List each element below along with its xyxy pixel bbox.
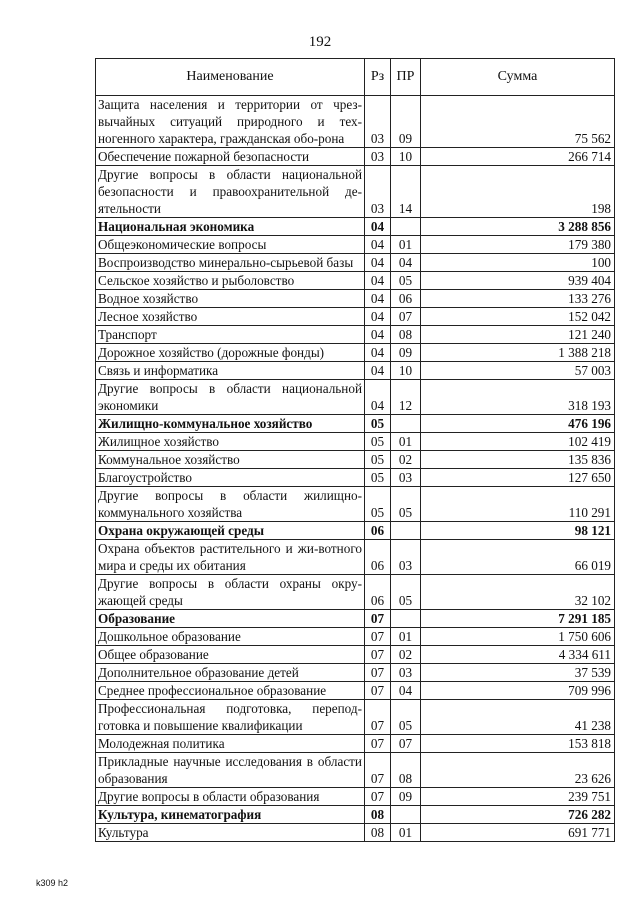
row-pr: 03 (391, 664, 421, 682)
row-pr: 09 (391, 96, 421, 148)
table-row (96, 326, 615, 344)
row-pr: 01 (391, 433, 421, 451)
table-row (96, 646, 615, 664)
table-row (96, 290, 615, 308)
row-name: Жилищно-коммунальное хозяйство (96, 415, 365, 433)
row-rz: 07 (365, 788, 391, 806)
row-pr: 10 (391, 148, 421, 166)
row-sum: 152 042 (421, 308, 615, 326)
row-name: Жилищное хозяйство (96, 433, 365, 451)
row-pr: 05 (391, 487, 421, 522)
row-pr: 02 (391, 646, 421, 664)
row-name: Благоустройство (96, 469, 365, 487)
row-name: Профессиональная подготовка, перепод-готовка и повышение квалификации (96, 700, 365, 735)
row-sum: 121 240 (421, 326, 615, 344)
row-name: Воспроизводство минерально-сырьевой базы (96, 254, 365, 272)
table-row (96, 540, 615, 575)
row-sum: 266 714 (421, 148, 615, 166)
table-row (96, 788, 615, 806)
row-name: Общее образование (96, 646, 365, 664)
row-pr: 06 (391, 290, 421, 308)
row-rz: 04 (365, 272, 391, 290)
row-sum: 939 404 (421, 272, 615, 290)
budget-table (95, 58, 615, 842)
row-sum: 37 539 (421, 664, 615, 682)
row-sum: 153 818 (421, 735, 615, 753)
row-pr (391, 218, 421, 236)
table-row (96, 380, 615, 415)
row-sum: 691 771 (421, 824, 615, 842)
row-name: Образование (96, 610, 365, 628)
row-pr: 08 (391, 753, 421, 788)
row-name: Среднее профессиональное образование (96, 682, 365, 700)
table-row (96, 308, 615, 326)
row-rz: 07 (365, 735, 391, 753)
row-name: Дорожное хозяйство (дорожные фонды) (96, 344, 365, 362)
row-name: Другие вопросы в области национальной безопасности и правоохранительной де-ятельности (96, 166, 365, 218)
row-rz: 04 (365, 308, 391, 326)
column-header-sum: Сумма (421, 59, 615, 96)
row-pr: 08 (391, 326, 421, 344)
row-pr: 05 (391, 575, 421, 610)
row-pr: 09 (391, 788, 421, 806)
row-rz: 06 (365, 575, 391, 610)
table-row (96, 166, 615, 218)
row-sum: 32 102 (421, 575, 615, 610)
page-number: 192 (308, 34, 332, 50)
table-row (96, 344, 615, 362)
row-pr: 04 (391, 254, 421, 272)
row-name: Связь и информатика (96, 362, 365, 380)
row-rz: 07 (365, 646, 391, 664)
row-rz: 03 (365, 96, 391, 148)
table-row (96, 96, 615, 148)
row-sum: 133 276 (421, 290, 615, 308)
row-pr (391, 522, 421, 540)
row-name: Другие вопросы в области национальной экономики (96, 380, 365, 415)
row-rz: 04 (365, 380, 391, 415)
table-row (96, 272, 615, 290)
row-pr: 01 (391, 236, 421, 254)
row-pr: 03 (391, 540, 421, 575)
row-sum: 66 019 (421, 540, 615, 575)
row-rz: 04 (365, 362, 391, 380)
row-sum: 4 334 611 (421, 646, 615, 664)
row-sum: 75 562 (421, 96, 615, 148)
row-sum: 110 291 (421, 487, 615, 522)
row-rz: 08 (365, 806, 391, 824)
row-rz: 05 (365, 433, 391, 451)
table-row (96, 664, 615, 682)
row-sum: 198 (421, 166, 615, 218)
row-sum: 127 650 (421, 469, 615, 487)
row-pr: 03 (391, 469, 421, 487)
row-name: Другие вопросы в области образования (96, 788, 365, 806)
row-sum: 476 196 (421, 415, 615, 433)
table-row (96, 806, 615, 824)
row-sum: 23 626 (421, 753, 615, 788)
row-name: Обеспечение пожарной безопасности (96, 148, 365, 166)
row-name: Другие вопросы в области охраны окру-жающей среды (96, 575, 365, 610)
row-rz: 07 (365, 682, 391, 700)
row-name: Охрана объектов растительного и жи-вотного мира и среды их обитания (96, 540, 365, 575)
row-sum: 179 380 (421, 236, 615, 254)
row-name: Культура, кинематография (96, 806, 365, 824)
row-rz: 07 (365, 610, 391, 628)
row-rz: 03 (365, 148, 391, 166)
row-rz: 08 (365, 824, 391, 842)
table-row (96, 218, 615, 236)
row-sum: 1 750 606 (421, 628, 615, 646)
row-rz: 04 (365, 218, 391, 236)
row-pr (391, 610, 421, 628)
row-pr (391, 806, 421, 824)
row-rz: 05 (365, 487, 391, 522)
row-sum: 1 388 218 (421, 344, 615, 362)
table-row (96, 700, 615, 735)
row-name: Культура (96, 824, 365, 842)
row-rz: 06 (365, 540, 391, 575)
table-row (96, 610, 615, 628)
table-row (96, 148, 615, 166)
column-header-pr: ПР (391, 59, 421, 96)
row-name: Прикладные научные исследования в области образования (96, 753, 365, 788)
row-pr: 12 (391, 380, 421, 415)
table-row (96, 628, 615, 646)
row-pr: 09 (391, 344, 421, 362)
row-rz: 07 (365, 628, 391, 646)
table-row (96, 236, 615, 254)
row-sum: 102 419 (421, 433, 615, 451)
row-pr: 14 (391, 166, 421, 218)
row-rz: 05 (365, 451, 391, 469)
row-name: Другие вопросы в области жилищно-коммунального хозяйства (96, 487, 365, 522)
row-pr: 05 (391, 272, 421, 290)
row-pr: 05 (391, 700, 421, 735)
row-sum: 98 121 (421, 522, 615, 540)
row-sum: 57 003 (421, 362, 615, 380)
table-row (96, 682, 615, 700)
row-sum: 100 (421, 254, 615, 272)
row-rz: 04 (365, 326, 391, 344)
column-header-name: Наименование (96, 59, 365, 96)
row-name: Дополнительное образование детей (96, 664, 365, 682)
table-row (96, 575, 615, 610)
table-row (96, 735, 615, 753)
row-name: Лесное хозяйство (96, 308, 365, 326)
table-header-row (96, 59, 615, 96)
table-row (96, 451, 615, 469)
row-rz: 05 (365, 415, 391, 433)
document-code: k309 h2 (36, 878, 69, 888)
row-rz: 07 (365, 700, 391, 735)
table-row (96, 753, 615, 788)
row-pr: 10 (391, 362, 421, 380)
row-name: Охрана окружающей среды (96, 522, 365, 540)
row-pr: 04 (391, 682, 421, 700)
row-name: Общеэкономические вопросы (96, 236, 365, 254)
row-pr (391, 415, 421, 433)
row-pr: 07 (391, 735, 421, 753)
row-name: Защита населения и территории от чрез-вычайных ситуаций природного и тех-ногенного характера, гражданская обо-рона (96, 96, 365, 148)
row-name: Молодежная политика (96, 735, 365, 753)
table-row (96, 487, 615, 522)
row-sum: 318 193 (421, 380, 615, 415)
row-rz: 05 (365, 469, 391, 487)
table-row (96, 522, 615, 540)
table-row (96, 415, 615, 433)
row-sum: 3 288 856 (421, 218, 615, 236)
table-row (96, 824, 615, 842)
row-rz: 04 (365, 236, 391, 254)
row-pr: 02 (391, 451, 421, 469)
row-name: Сельское хозяйство и рыболовство (96, 272, 365, 290)
row-sum: 41 238 (421, 700, 615, 735)
column-header-rz: Рз (365, 59, 391, 96)
row-name: Транспорт (96, 326, 365, 344)
table-row (96, 362, 615, 380)
row-sum: 709 996 (421, 682, 615, 700)
row-name: Водное хозяйство (96, 290, 365, 308)
row-rz: 07 (365, 753, 391, 788)
row-rz: 07 (365, 664, 391, 682)
row-rz: 04 (365, 254, 391, 272)
table-row (96, 254, 615, 272)
row-name: Дошкольное образование (96, 628, 365, 646)
table-row (96, 433, 615, 451)
row-sum: 135 836 (421, 451, 615, 469)
row-pr: 01 (391, 824, 421, 842)
row-rz: 04 (365, 344, 391, 362)
row-sum: 239 751 (421, 788, 615, 806)
row-pr: 07 (391, 308, 421, 326)
row-rz: 06 (365, 522, 391, 540)
table-row (96, 469, 615, 487)
row-sum: 7 291 185 (421, 610, 615, 628)
row-name: Коммунальное хозяйство (96, 451, 365, 469)
row-pr: 01 (391, 628, 421, 646)
row-name: Национальная экономика (96, 218, 365, 236)
row-rz: 03 (365, 166, 391, 218)
row-sum: 726 282 (421, 806, 615, 824)
row-rz: 04 (365, 290, 391, 308)
